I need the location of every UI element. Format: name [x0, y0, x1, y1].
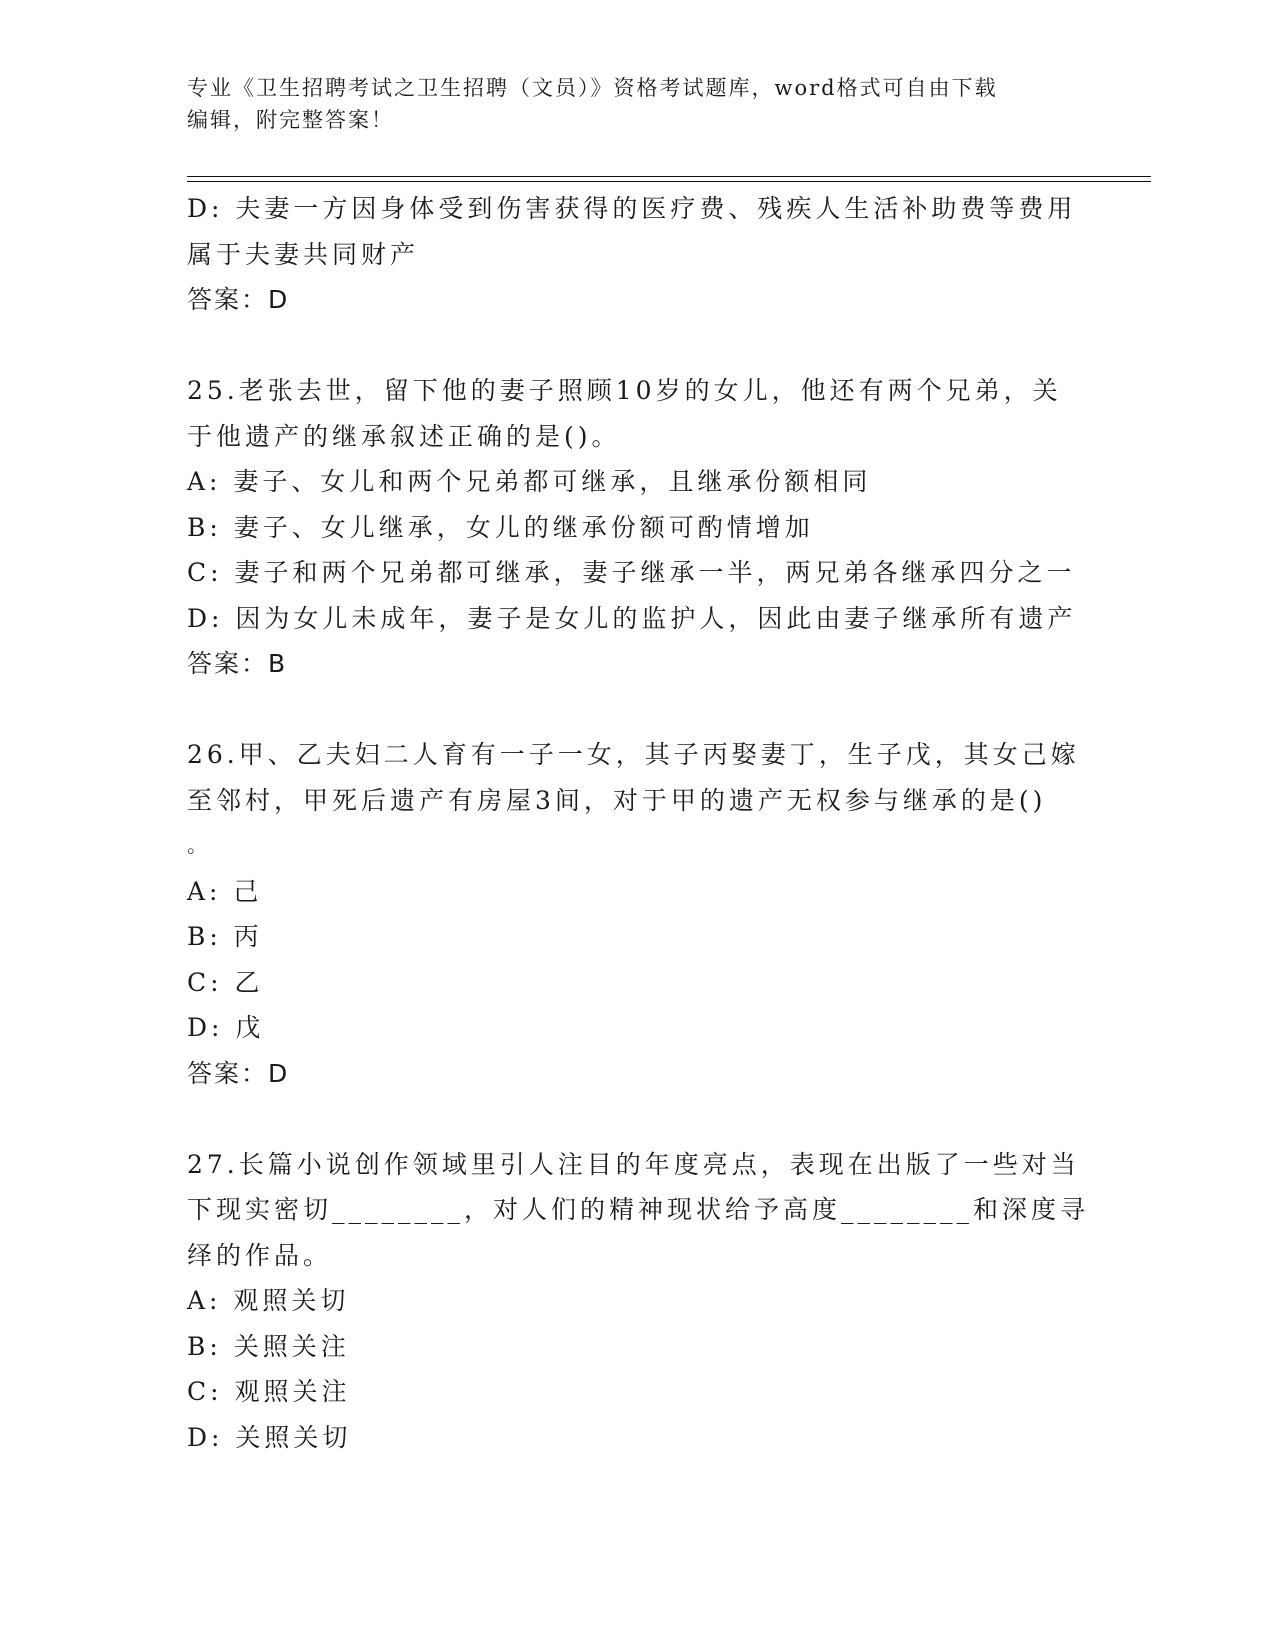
- q27-text-line2: 下现实密切________，对人们的精神现状给予高度________和深度寻: [187, 1195, 1090, 1224]
- q26-text-line1: 26.甲、乙夫妇二人育有一子一女，其子丙娶妻丁，生子戊，其女己嫁: [187, 740, 1080, 769]
- q26-option-c: C: 乙: [187, 967, 264, 997]
- q26-option-b: B: 丙: [187, 922, 263, 951]
- q25-option-b: B: 妻子、女儿继承，女儿的继承份额可酌情增加: [187, 512, 814, 542]
- header-divider-bottom: [187, 181, 1151, 182]
- question-content: [187, 186, 1090, 1460]
- q27-option-b: B: 关照关注: [187, 1331, 350, 1361]
- q27-option-d: D: 关照关切: [187, 1422, 352, 1452]
- prev-answer: 答案：D: [187, 285, 290, 314]
- q26-option-a: A: 己: [187, 876, 263, 906]
- q25-option-c: C: 妻子和两个兄弟都可继承，妻子继承一半，两兄弟各继承四分之一: [187, 558, 1076, 587]
- prev-option-d-line2: 属于夫妻共同财产: [187, 239, 420, 269]
- q26-option-d: D: 戊: [187, 1013, 265, 1042]
- q26-text-line3: 。: [187, 833, 211, 857]
- spacer: [187, 1096, 1087, 1142]
- q27-option-a: A: 观照关切: [187, 1286, 350, 1315]
- header-divider-top: [187, 176, 1151, 177]
- q27-option-c: C: 观照关注: [187, 1377, 351, 1406]
- spacer: [187, 323, 1087, 369]
- q26-text-line2: 至邻村，甲死后遗产有房屋3间，对于甲的遗产无权参与继承的是(): [187, 785, 1047, 815]
- header-line-1: 专业《卫生招聘考试之卫生招聘（文员）》资格考试题库，word格式可自由下载: [187, 76, 998, 100]
- q26-answer: 答案：D: [187, 1058, 290, 1088]
- q25-text-line1: 25.老张去世，留下他的妻子照顾10岁的女儿，他还有两个兄弟，关: [187, 376, 1062, 405]
- q25-answer: 答案：B: [187, 649, 288, 678]
- q25-option-a: A: 妻子、女儿和两个兄弟都可继承，且继承份额相同: [187, 467, 872, 496]
- prev-option-d-line1: D: 夫妻一方因身体受到伤害获得的医疗费、残疾人生活补助费等费用: [187, 194, 1077, 223]
- q27-text-line1: 27.长篇小说创作领域里引人注目的年度亮点，表现在出版了一些对当: [187, 1149, 1080, 1179]
- q25-option-d: D: 因为女儿未成年，妻子是女儿的监护人，因此由妻子继承所有遗产: [187, 603, 1077, 633]
- spacer: [187, 687, 1087, 733]
- page-header: [187, 72, 1087, 136]
- header-line-2: 编辑，附完整答案！: [187, 108, 394, 132]
- q27-text-line3: 绎的作品。: [187, 1240, 333, 1270]
- q25-text-line2: 于他遗产的继承叙述正确的是()。: [187, 421, 621, 451]
